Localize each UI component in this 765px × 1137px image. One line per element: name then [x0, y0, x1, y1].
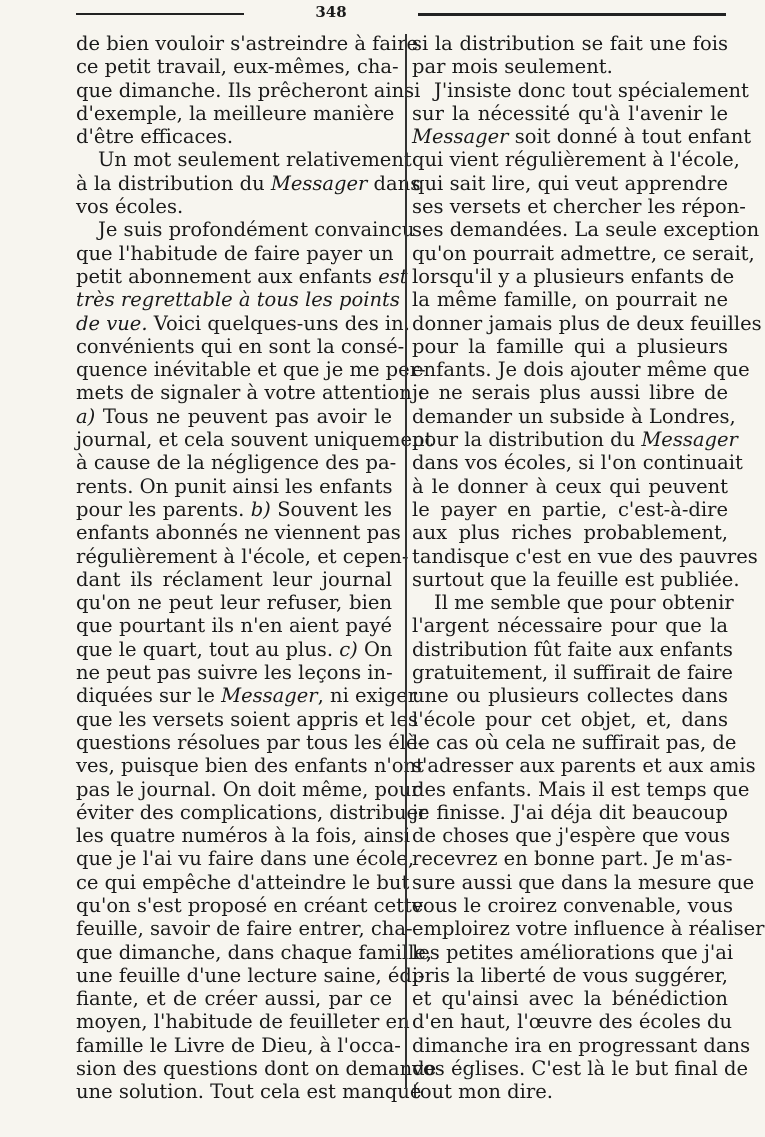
text-line: de choses que j'espère que vous	[412, 824, 731, 848]
text-line: pour les parents. b) Souvent les	[76, 497, 392, 521]
text-line: Messager soit donné à tout enfant	[412, 125, 752, 149]
text-line: convénients qui en sont la consé-	[76, 334, 405, 358]
text-line: surtout que la feuille est publiée.	[412, 567, 740, 591]
text-line: par mois seulement.	[412, 55, 613, 79]
text-line: J'insiste donc tout spécialement	[434, 78, 749, 102]
text-line: qu'on pourrait admettre, ce serait,	[412, 241, 755, 265]
text-line: tandisque c'est en vue des pauvres	[412, 544, 758, 568]
text-line: pris la liberté de vous suggérer,	[412, 963, 728, 987]
text-line: une solution. Tout cela est manqué	[76, 1080, 422, 1104]
text-line: famille le Livre de Dieu, à l'occa-	[76, 1033, 401, 1057]
text-line: l'école pour cet objet, et, dans	[412, 707, 728, 731]
text-line: demander un subside à Londres,	[412, 404, 736, 428]
text-line: que je l'ai vu faire dans une école,	[76, 847, 415, 871]
text-line: je finisse. J'ai déja dit beaucoup	[412, 800, 728, 824]
text-line: ves, puisque bien des enfants n'ont	[76, 754, 424, 778]
text-line: de vue. Voici quelques-uns des in.	[76, 311, 410, 335]
text-line: une ou plusieurs collectes dans	[412, 684, 728, 708]
right-column	[412, 32, 765, 1104]
text-line: ne peut pas suivre les leçons in-	[76, 661, 393, 685]
column-divider	[405, 34, 407, 1089]
text-line: régulièrement à l'école, et cepen-	[76, 544, 409, 568]
text-line: journal, et cela souvent uniquement	[76, 428, 433, 452]
text-line: pas le journal. On doit même, pour	[76, 777, 421, 801]
text-line: dans vos écoles, si l'on continuait	[412, 451, 743, 475]
text-line: moyen, l'habitude de feuilleter en	[76, 1010, 410, 1034]
text-line: ses versets et chercher les répon-	[412, 195, 746, 219]
text-line: dimanche ira en progressant dans	[412, 1033, 751, 1057]
text-line: que pourtant ils n'en aient payé	[76, 614, 392, 638]
text-line: d'être efficaces.	[76, 125, 234, 149]
text-line: sion des questions dont on demande	[76, 1057, 437, 1081]
text-line: vous le croirez convenable, vous	[412, 893, 733, 917]
text-line: recevrez en bonne part. Je m'as-	[412, 847, 733, 871]
text-line: pour la distribution du Messager	[412, 428, 738, 452]
text-line: qui vient régulièrement à l'école,	[412, 148, 740, 172]
text-line: Je suis profondément convaincu	[98, 218, 415, 242]
text-line: que dimanche. Ils prêcheront ainsi	[76, 78, 421, 102]
text-line: la même famille, on pourrait ne	[412, 288, 728, 312]
text-line: que le quart, tout au plus. c) On	[76, 637, 393, 661]
text-line: le cas où cela ne suffirait pas, de	[412, 730, 737, 754]
text-line: gratuitement, il suffirait de faire	[412, 661, 733, 685]
text-line: donner jamais plus de deux feuilles	[412, 311, 762, 335]
text-line: qui sait lire, qui veut apprendre	[412, 171, 728, 195]
text-line: des enfants. Mais il est temps que	[412, 777, 750, 801]
text-line: si la distribution se fait une fois	[412, 32, 728, 55]
text-line: que l'habitude de faire payer un	[76, 241, 394, 265]
text-line: ce qui empêche d'atteindre le but	[76, 870, 410, 894]
text-line: d'exemple, la meilleure manière	[76, 101, 395, 125]
text-line: sur la nécessité qu'à l'avenir le	[412, 101, 728, 125]
text-line: rents. On punit ainsi les enfants	[76, 474, 393, 498]
text-line: petit abonnement aux enfants est	[76, 264, 408, 288]
text-line: dant ils réclament leur journal	[76, 567, 392, 591]
text-line: qu'on s'est proposé en créant cette	[76, 893, 424, 917]
page-number: 348	[315, 3, 347, 21]
text-line: le payer en partie, c'est-à-dire	[412, 497, 728, 521]
text-line: lorsqu'il y a plusieurs enfants de	[412, 264, 735, 288]
text-line: enfants. Je dois ajouter même que	[412, 358, 750, 382]
text-line: très regrettable à tous les points	[76, 288, 400, 312]
text-line: pour la famille qui a plusieurs	[412, 334, 728, 358]
text-line: d'en haut, l'œuvre des écoles du	[412, 1010, 733, 1034]
text-line: une feuille d'une lecture saine, édi-	[76, 963, 425, 987]
text-line: l'argent nécessaire pour que la	[412, 614, 728, 638]
text-line: à cause de la négligence des pa-	[76, 451, 397, 475]
text-line: mets de signaler à votre attention :	[76, 381, 425, 405]
header-rule-right	[418, 13, 726, 16]
text-line: Un mot seulement relativement	[98, 148, 412, 172]
text-line: que dimanche, dans chaque famille,	[76, 940, 433, 964]
left-column	[76, 32, 437, 1104]
header-rule-left	[76, 13, 244, 15]
text-line: les petites améliorations que j'ai	[412, 940, 734, 964]
text-line: qu'on ne peut leur refuser, bien	[76, 591, 392, 615]
text-line: vos églises. C'est là le but final de	[412, 1057, 749, 1081]
text-line: diquées sur le Messager, ni exiger	[76, 684, 418, 708]
text-line: vos écoles.	[76, 195, 184, 219]
text-line: à la distribution du Messager dans	[76, 171, 421, 195]
text-line: enfants abonnés ne viennent pas	[76, 521, 401, 545]
text-line: distribution fût faite aux enfants	[412, 637, 733, 661]
text-line: feuille, savoir de faire entrer, cha-	[76, 917, 413, 941]
text-line: de bien vouloir s'astreindre à faire	[76, 32, 419, 55]
text-line: et qu'ainsi avec la bénédiction	[412, 987, 728, 1011]
text-line: éviter des complications, distribuer	[76, 800, 428, 824]
text-line: ce petit travail, eux-mêmes, cha-	[76, 55, 399, 79]
text-line: questions résolues par tous les élè-	[76, 730, 425, 754]
text-line: ses demandées. La seule exception	[412, 218, 760, 242]
text-line: s'adresser aux parents et aux amis	[412, 754, 756, 778]
text-line: a) Tous ne peuvent pas avoir le	[76, 404, 392, 428]
text-line: sure aussi que dans la mesure que	[412, 870, 755, 894]
text-line: Il me semble que pour obtenir	[434, 591, 734, 615]
text-line: aux plus riches probablement,	[412, 521, 728, 545]
text-line: que les versets soient appris et les	[76, 707, 419, 731]
text-line: fiante, et de créer aussi, par ce	[76, 987, 392, 1011]
text-line: quence inévitable et que je me per-	[76, 358, 426, 382]
text-line: à le donner à ceux qui peuvent	[412, 474, 728, 498]
text-line: je ne serais plus aussi libre de	[412, 381, 728, 405]
text-line: tout mon dire.	[412, 1080, 553, 1104]
text-line: emploirez votre influence à réaliser	[412, 917, 765, 941]
text-line: les quatre numéros à la fois, ainsi	[76, 824, 411, 848]
